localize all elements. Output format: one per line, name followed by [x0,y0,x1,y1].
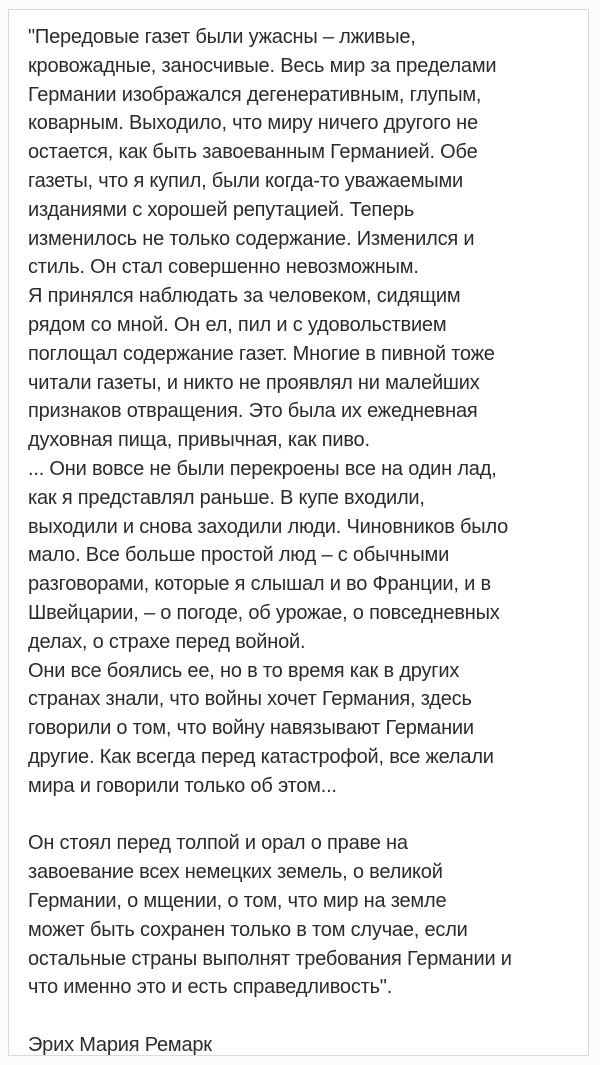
text-line: другие. Как всегда перед катастрофой, все желали [28,745,494,768]
quote-paragraph [28,657,586,801]
text-line: читали газеты, и никто не проявлял ни малейших [28,371,480,394]
text-line: поглощал содержание газет. Многие в пивной тоже [28,342,495,365]
text-line: ... Они вовсе не были перекроены все на один лад, [28,457,497,480]
text-line: Германии изображался дегенеративным, глупым, [28,83,482,106]
text-line: странах знали, что войны хочет Германия, здесь [28,688,472,711]
text-line: Он стоял перед толпой и орал о праве на [28,832,408,855]
text-line: что именно это и есть справедливость". [28,976,393,999]
text-line: кровожадные, заносчивые. Весь мир за пределами [28,54,497,77]
author: Эрих Мария Ремарк [28,1033,212,1056]
text-line: признаков отвращения. Это была их ежедневная [28,400,478,423]
text-line: изменилось не только содержание. Изменился и [28,227,475,250]
text-line: разговорами, которые я слышал и во Франции, и в [28,573,491,596]
text-line: коварным. Выходило, что миру ничего другого не [28,112,478,135]
text-line: мира и говорили только об этом... [28,774,337,797]
text-line: Германии, о мщении, о том, что мир на земле [28,889,447,912]
text-line: газеты, что я купил, были когда-то уважаемыми [28,169,463,192]
text-line: Они все боялись ее, но в то время как в других [28,659,460,682]
text-line: говорили о том, что войну навязывают Германии [28,717,474,740]
text-line: как я представлял раньше. В купе входили, [28,486,425,509]
text-line: стиль. Он стал совершенно невозможным. [28,256,419,279]
quote-text [28,23,586,1002]
text-line: духовная пища, привычная, как пиво. [28,429,370,452]
text-line: "Передовые газет были ужасны – лживые, [28,26,416,48]
text-line: Швейцарии, – о погоде, об урожае, о повседневных [28,601,500,624]
text-line: может быть сохранен только в том случае, если [28,918,468,941]
text-line: Я принялся наблюдать за человеком, сидящим [28,285,461,308]
text-line: мало. Все больше простой люд – с обычными [28,544,450,567]
text-line: завоевание всех немецких земель, о великой [28,861,443,884]
text-line: делах, о страхе перед войной. [28,630,306,653]
text-line: остается, как быть завоеванным Германией. Обе [28,141,478,164]
text-line: рядом со мной. Он ел, пил и с удовольствием [28,313,447,336]
text-line: остальные страны выполнят требования Германии и [28,947,512,970]
quote-paragraph [28,23,586,282]
text-line: изданиями с хорошей репутацией. Теперь [28,198,415,221]
quote-paragraph [28,282,586,455]
text-line: выходили и снова заходили люди. Чиновников было [28,515,509,538]
quote-paragraph [28,829,586,1002]
quote-card [8,9,589,1056]
quote-paragraph [28,455,586,657]
